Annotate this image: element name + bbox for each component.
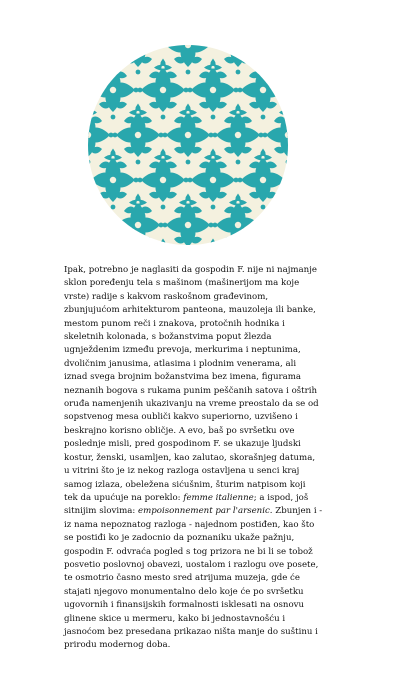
text-line: ugnježdenim između prevoja, merkurima i neptunima, [64, 345, 301, 356]
text-line: dvoličnim janusima, atlasima i plodnim venerama, ali [64, 358, 297, 369]
text-fragment: sitnijim slovima: [64, 506, 139, 517]
italic-phrase-femme-italienne: femme italienne [183, 492, 254, 503]
text-line: vrste) radije s kakvom raskošnom građevinom, [64, 291, 269, 302]
text-line: jasnoćom bez presedana prikazao ništa manje do suštinu i [64, 626, 318, 637]
text-line: gospodin F. odvraća pogled s tog prizora ne bi li se tobož [64, 546, 313, 557]
text-line: stajati njegovo monumentalno delo koje će po svršetku [64, 586, 304, 597]
text-line: sopstvenog mesa oubliči kakvo superiorno, uzvišeno i [64, 412, 298, 423]
text-line: oruđa namenjenih ukazivanju na vreme preostalo da se od [64, 399, 319, 410]
text-fragment: . Zbunjen i - [269, 506, 323, 517]
text-line: se postiđi ko je zadocnio da poznaniku ukaže pažnju, [64, 533, 295, 544]
text-fragment: ; a ispod, još [253, 492, 309, 503]
text-line: poslednje misli, pred gospodinom F. se ukazuje ljudski [64, 439, 301, 450]
text-line: sklon poređenju tela s mašinom (mašinerijom ma koje [64, 278, 300, 289]
text-line: zbunjujućom arhitekturom panteona, mauzoleja ili banke, [64, 305, 316, 316]
text-fragment: tek da upućuje na poreklo: [64, 492, 184, 503]
text-line: iznad svega brojnim božanstvima bez imena, figurama [64, 372, 302, 383]
text-line: samog izlaza, obeležena sićušnim, šturim natpisom koji [64, 479, 306, 490]
text-line: glinene skice u mermeru, kako bi jednostavnošću i [64, 613, 286, 624]
text-line: prirodu modernog doba. [64, 640, 171, 651]
damask-ornament-icon [88, 45, 288, 245]
body-paragraph [64, 264, 376, 653]
text-line: te osmotrio časno mesto sred atrijuma muzeja, gde će [64, 573, 300, 584]
text-line: posvetio poslovnoj obavezi, uostalom i razlogu ove posete, [64, 559, 319, 570]
text-line: skeletnih kolonada, s božanstvima poput žlezda [64, 332, 272, 343]
text-line: iz nama nepoznatog razloga - najednom postiđen, kao što [64, 519, 315, 530]
text-line: Ipak, potrebno je naglasiti da gospodin F. nije ni najmanje [64, 265, 317, 275]
text-line-with-italic [64, 492, 376, 505]
text-line: neznanih bogova s rukama punim peščanih satova i oštrih [64, 385, 317, 396]
text-line: kostur, ženski, usamljen, kao zalutao, skorašnjeg datuma, [64, 452, 316, 463]
text-line-with-italic [64, 505, 376, 518]
italic-phrase-empoisonnement: empoisonnement par l'arsenic [138, 506, 270, 517]
text-line: mestom punom reči i znakova, protočnih hodnika i [64, 318, 285, 329]
text-line: u vitrini što je iz nekog razloga ostavljena u senci kraj [64, 466, 300, 477]
text-line: beskrajno korisno obličje. A evo, baš po svršetku ove [64, 425, 295, 436]
text-line: ugovornih i finansijskih formalnosti isklesati na osnovu [64, 600, 305, 611]
